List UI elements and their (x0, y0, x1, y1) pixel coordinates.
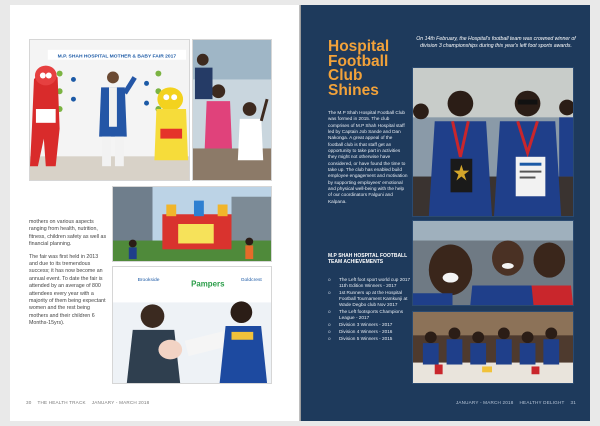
page-number-right: 31 (570, 400, 576, 405)
magazine-name-left: THE HEALTH TRACK (37, 400, 86, 405)
bullet-icon: o (328, 277, 331, 282)
photo-banner-text: M.P. SHAH HOSPITAL MOTHER & BABY FAIR 2017 (57, 54, 177, 60)
list-item: o The Left foot sport world cup 2017 11th Edition Winners - 2017 (328, 277, 411, 289)
photo-team-selfie (412, 220, 574, 306)
sponsor-logo-pampers: Pampers (191, 279, 225, 289)
bullet-icon: o (328, 329, 331, 334)
list-item: o Division 5 Winners - 2015 (328, 335, 393, 341)
achievements-heading: M.P SHAH HOSPITAL FOOTBALL TEAM ACHIEVEMENTS (328, 253, 408, 266)
list-item: o Division 3 Winners - 2017 (328, 322, 393, 328)
list-item: o The Left footsports Champions League - 2017 (328, 309, 404, 321)
list-item: o 1st Runners up at the Hospital Football Tournament Kamkunji at Wade Degbo club Nov 2017 (328, 290, 408, 308)
bullet-icon: o (328, 309, 331, 315)
article-body: The M.P Shah Hospital Football Club was formed in 2015. The club comprises of M.P Shah Hospital staff led by Captain Job Sande and Dan Nakonga. A great appeal of the football club is that staff get an opportunity to take part in activities they might not otherwise have considered, or have found the time to take up. The club has enabled build employee engagement and motivation by supporting employees' emotional and physical well-being with the help of our coordinators Falguni and Kalpana. (328, 110, 408, 204)
left-article-text (29, 219, 107, 328)
issue-date-left: JANUARY - MARCH 2018 (91, 400, 150, 405)
bullet-icon: o (328, 290, 331, 295)
achievements-list (328, 277, 412, 343)
issue-date-right: JANUARY - MARCH 2018 (455, 400, 514, 405)
photo-team-dinner (412, 311, 574, 384)
article-title: Hospital Football Club Shines (328, 38, 390, 99)
photo-gift-handover (112, 266, 272, 384)
left-paragraph: The fair was first held in 2013 and due to its tremendous success; it has now become an annual event. To date the fair is attended by an average of 800 attendees every year with a majority of them being expectant women and the rest being mothers and their children 6 Months-15yrs). (29, 253, 106, 327)
bullet-icon: o (328, 322, 331, 328)
page-number-left: 30 (26, 400, 32, 405)
left-footer (26, 400, 155, 405)
photo-award-winners (412, 67, 574, 217)
left-paragraph: mothers on various aspects ranging from health, nutrition, fitness, children safety as well as financial planning. (29, 219, 107, 248)
magazine-name-right: HEALTHY DELIGHT (519, 400, 565, 405)
right-footer (450, 400, 576, 405)
sponsor-logo-goldcrest: Goldcrest (240, 277, 262, 283)
photo-children-stage (192, 39, 272, 181)
sponsor-logo-brookside: Brookside (137, 277, 160, 283)
bullet-icon: o (328, 335, 331, 341)
photo-stage-mascots (29, 39, 190, 181)
list-item: o Division 4 Winners - 2016 (328, 329, 393, 334)
photo-caption: On 14th February, the Hospital's football team was crowned winner of division 3 championships during this year's left foot sports awards. (416, 36, 576, 49)
photo-bouncy-castle (112, 186, 272, 262)
